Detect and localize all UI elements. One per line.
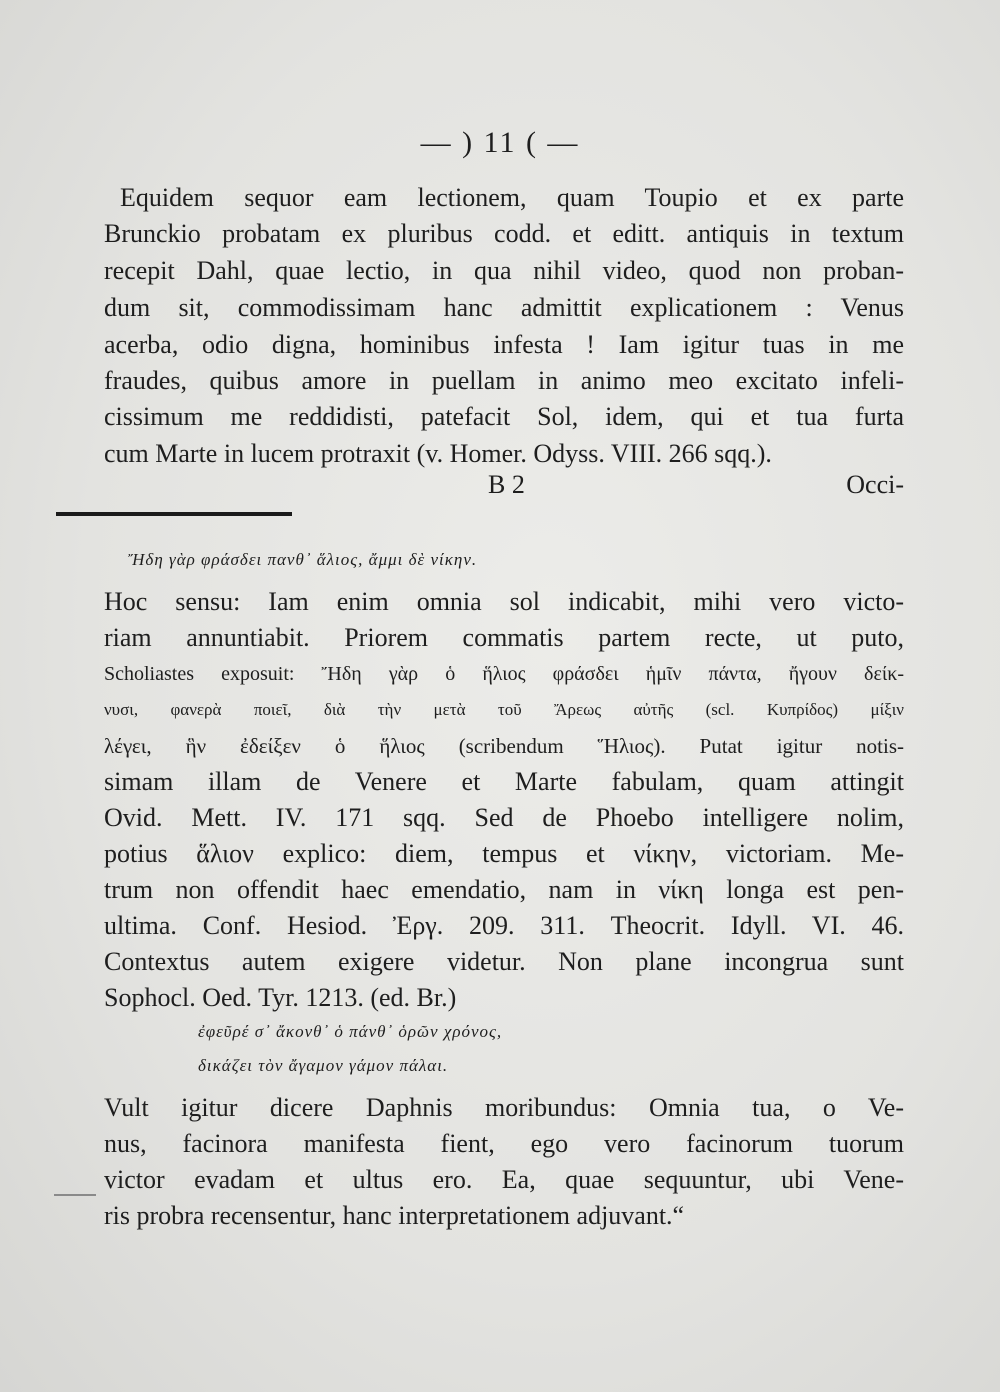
note-line: potius ἅλιον explico: diem, tempus et νίκην, victoriam. Me- xyxy=(104,839,904,868)
greek-quote: δικάζει τὸν ἄγαμον γάμον πάλαι. xyxy=(198,1056,449,1075)
text-line: recepit Dahl, quae lectio, in qua nihil video, quod non proban- xyxy=(104,256,904,285)
note-line: λέγει, ἣν ἐδείξεν ὁ ἥλιος (scribendum Ἥλιος). Putat igitur notis- xyxy=(104,734,904,758)
text-line: fraudes, quibus amore in puellam in animo meo excitato infeli- xyxy=(104,366,904,395)
note-line: riam annuntiabit. Priorem commatis partem recte, ut puto, xyxy=(104,623,904,652)
note-line: Hoc sensu: Iam enim omnia sol indicabit, mihi vero victo- xyxy=(104,587,904,616)
greek-quote: ἐφεῦρέ σ᾽ ἄκονθ᾽ ὁ πάνθ᾽ ὁρῶν χρόνος, xyxy=(198,1022,503,1041)
note-line: simam illam de Venere et Marte fabulam, quam attingit xyxy=(104,767,904,796)
footnote-rule xyxy=(56,512,292,516)
note-line: Scholiastes exposuit: Ἤδη γὰρ ὁ ἥλιος φράσδει ἡμῖν πάντα, ἤγουν δείκ- xyxy=(104,663,904,685)
page-header: — ) 11 ( — xyxy=(420,126,580,159)
note-line: nus, facinora manifesta fient, ego vero facinorum tuorum xyxy=(104,1129,904,1158)
text-line: cum Marte in lucem protraxit (v. Homer. Odyss. VIII. 266 sqq.). xyxy=(104,439,772,468)
note-line: Contextus autem exigere videtur. Non plane incongrua sunt xyxy=(104,947,904,976)
text-line: acerba, odio digna, hominibus infesta ! Iam igitur tuas in me xyxy=(104,330,904,359)
note-line: ris probra recensentur, hanc interpretationem adjuvant.“ xyxy=(104,1201,685,1230)
catchword: Occi- xyxy=(846,470,904,499)
note-line: trum non offendit haec emendatio, nam in νίκη longa est pen- xyxy=(104,875,904,904)
note-line: Sophocl. Oed. Tyr. 1213. (ed. Br.) xyxy=(104,983,457,1012)
margin-stroke xyxy=(54,1194,96,1196)
note-line: Ovid. Mett. IV. 171 sqq. Sed de Phoebo intelligere nolim, xyxy=(104,803,904,832)
text-line: Brunckio probatam ex pluribus codd. et editt. antiquis in textum xyxy=(104,219,904,248)
text-line: cissimum me reddidisti, patefacit Sol, idem, qui et tua furta xyxy=(104,402,904,431)
text-line: Equidem sequor eam lectionem, quam Toupio et ex parte xyxy=(120,183,904,212)
signature-mark: B 2 xyxy=(488,470,525,499)
note-line: Vult igitur dicere Daphnis moribundus: Omnia tua, o Ve- xyxy=(104,1093,904,1122)
note-line: νυσι, φανερὰ ποιεῖ, διὰ τὴν μετὰ τοῦ Ἄρεως αὐτῆς (scl. Κυπρίδος) μίξιν xyxy=(104,700,904,719)
note-line: ultima. Conf. Hesiod. Ἐργ. 209. 311. Theocrit. Idyll. VI. 46. xyxy=(104,911,904,940)
text-line: dum sit, commodissimam hanc admittit explicationem : Venus xyxy=(104,293,904,322)
note-line: victor evadam et ultus ero. Ea, quae sequuntur, ubi Vene- xyxy=(104,1165,904,1194)
greek-quote: Ἤδη γὰρ φράσδει πανθ᾽ ἅλιος, ἄμμι δὲ νίκην. xyxy=(128,550,478,569)
